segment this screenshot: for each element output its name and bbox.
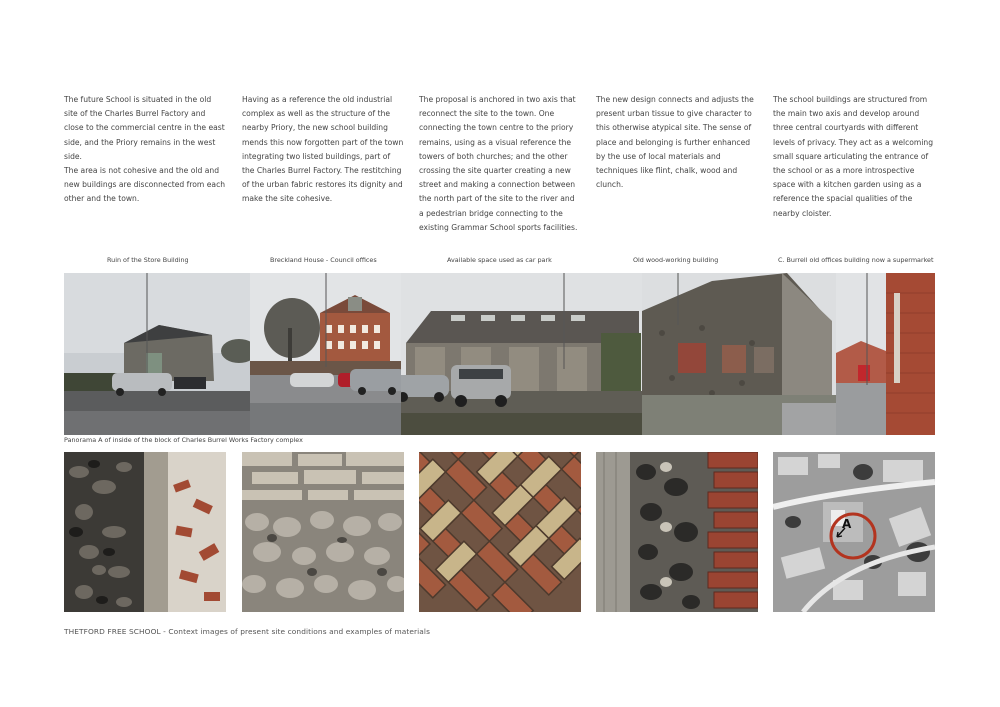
text-column-1 bbox=[64, 93, 226, 207]
material-flint-and-chalk-wall-photo bbox=[242, 452, 404, 612]
callout-store-building: Ruin of the Store Building bbox=[107, 256, 189, 264]
panorama-segment-burrell-offices bbox=[836, 273, 935, 435]
callout-wood-working-building: Old wood-working building bbox=[633, 256, 719, 264]
panorama-segment-carpark bbox=[401, 273, 646, 435]
material-flint-and-brick-quoin-photo bbox=[596, 452, 758, 612]
column-1-paragraph-1: The future School is situated in the old site of the Charles Burrel Factory and close to the commercial centre in the east side, and the Priory remains in the west side. bbox=[64, 95, 225, 161]
text-column-3 bbox=[419, 93, 581, 235]
panorama-segment-woodworking bbox=[642, 273, 842, 435]
column-5-paragraph-1: The school buildings are structured from the main two axis and develop around three central courtyards with different levels of privacy. They act as a welcoming small square articulating the entrance of the school or as a more introspective space with a kitchen garden using as a reference the spacial qualities of the nearby cloister. bbox=[773, 95, 934, 218]
callout-car-park: Available space used as car park bbox=[447, 256, 552, 264]
panorama-segment-breckland bbox=[250, 273, 405, 435]
callout-breckland-house: Breckland House - Council offices bbox=[270, 256, 377, 264]
text-column-4 bbox=[596, 93, 758, 192]
text-column-5 bbox=[773, 93, 935, 221]
panorama-photo bbox=[64, 273, 935, 435]
panorama-segment-ruin bbox=[64, 273, 254, 435]
panorama-caption: Panorama A of inside of the block of Charles Burrel Works Factory complex bbox=[64, 436, 303, 444]
aerial-marker-label: A bbox=[842, 517, 852, 531]
column-1-paragraph-2: The area is not cohesive and the old and new buildings are disconnected from each other and the town. bbox=[64, 166, 226, 204]
page-footer-caption: THETFORD FREE SCHOOL - Context images of present site conditions and examples of materials bbox=[64, 627, 431, 636]
material-herringbone-brick-paving-photo bbox=[419, 452, 581, 612]
aerial-site-map-photo bbox=[773, 452, 935, 612]
material-flint-and-brick-photo bbox=[64, 452, 226, 612]
column-4-paragraph-1: The new design connects and adjusts the present urban tissue to give character to this otherwise atypical site. The sense of place and belonging is further enhanced by the use of local materials and techniques like flint, chalk, wood and clunch. bbox=[596, 95, 754, 190]
callout-burrell-offices: C. Burrell old offices building now a supermarket bbox=[778, 256, 934, 264]
column-3-paragraph-1: The proposal is anchored in two axis that reconnect the site to the town. One connecting the town centre to the priory remains, using as a visual reference the towers of both churches; and the other crossing the site quarter creating a new street and making a connection between the north part of the site to the river and a pedestrian bridge connecting to the existing Grammar School sports facilities. bbox=[419, 95, 578, 232]
text-column-2 bbox=[242, 93, 404, 207]
column-2-paragraph-1: Having as a reference the old industrial complex as well as the structure of the nearby Priory, the new school building mends this now forgotten part of the town integrating two listed buildings, part of the Charles Burrel Factory. The restitching of the urban fabric restores its dignity and make the site cohesive. bbox=[242, 95, 404, 204]
